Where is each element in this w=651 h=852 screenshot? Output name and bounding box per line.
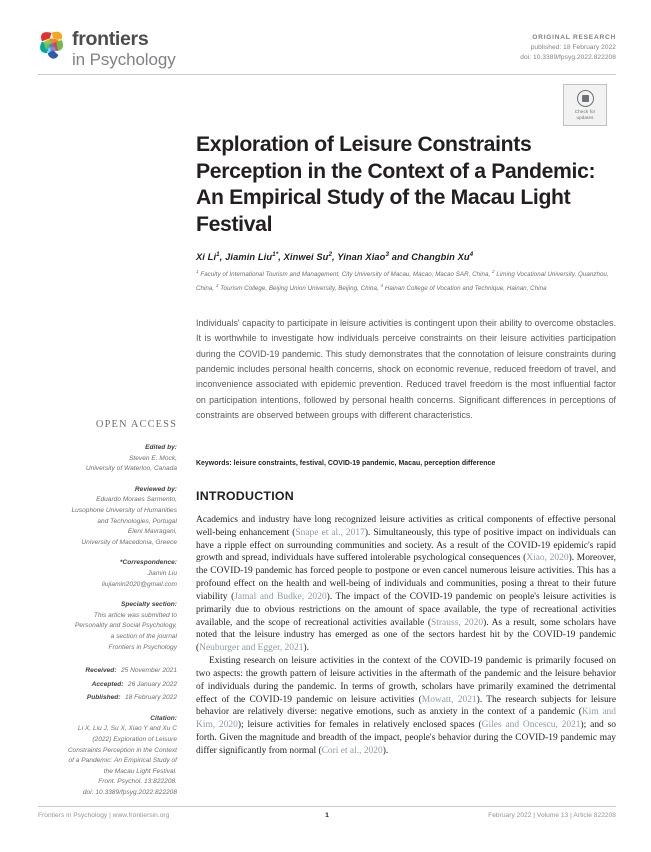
journal-wordmark [72,28,176,69]
published-value: 18 February 2022 [124,694,177,702]
paragraph-2: Existing research on leisure activities in the context of the COVID-19 pandemic is primarily focused on two aspects: the growth pattern of leisure activities in the aftermath of the pandemic and the leisure behavior of individuals during the pandemic. In terms of growth, scholars have primarily examined the detrimental effect of the COVID-19 pandemic on leisure activities (Mowatt, 2021). The research subjects for leisure behavior are relatively diverse: negative emotions, such as anxiety in the context of a pandemic (Kim and Kim, 2020); leisure activities for females in relatively enclosed spaces (Giles and Oncescu, 2021); and so forth. Given the magnitude and breadth of the impact, people's behavior during the COVID-19 pandemic may differ significantly from normal (Cori et al., 2020). [196,656,617,756]
published-label: Published: [86,694,121,702]
specialty-section-value: This article was submitted to Personality and Social Psychology, a section of the journal Frontiers in Psychology [74,611,177,651]
check-for-updates-line1: Check for [574,108,596,114]
reviewed-by-label: Reviewed by: [134,485,177,493]
article-title: Exploration of Leisure Constraints Perception in the Context of a Pandemic: An Empirical Study of the Macau Light Festival [196,133,596,236]
edited-by-value: Steven E. Mock, University of Waterloo, Canada [85,454,177,473]
edited-by-label: Edited by: [145,444,177,451]
header-metadata [520,33,616,62]
footer-issue-info: February 2022 | Volume 13 | Article 822208 [488,812,616,819]
correspondence-block [34,558,177,590]
received-value: 25 November 2021 [120,667,177,675]
introduction-body [196,514,616,758]
dates-block [34,663,177,704]
accepted-label: Accepted: [91,680,124,688]
affiliations: $^1$ Faculty of International Tourism and Management, City University of Macau, Macao, Macao SAR, China, $^2$ Liming Vocational University, Quanzhou, China, $^3$ Tourism College, Beijing Union University, Beijing, China, $^4$ Hainan College of Vocation and Technique, Hainan, China [196,269,609,293]
specialty-section-block [34,600,177,653]
check-for-updates-line2: updates [576,114,594,120]
frontiers-pinwheel-logo-icon [38,30,65,59]
footer-divider [38,806,616,807]
correspondence-label: *Correspondence: [119,559,177,567]
section-heading-introduction: INTRODUCTION [196,489,294,503]
journal-name: in Psychology [72,50,176,69]
received-label: Received: [85,667,117,675]
journal-brand [38,28,176,69]
correspondence-value[interactable]: Jiamin Liu liujiamin2020@gmail.com [101,569,177,588]
footer-journal-url[interactable]: Frontiers in Psychology | www.frontiersin.org [38,812,170,819]
reviewed-by-value: Eduardo Moraes Sarmento, Lusophone University of Humanities and Technologies, Portugal Eleni Mavragani, University of Macedonia, Greece [71,496,177,546]
keywords-line: Keywords: leisure constraints, festival, COVID-19 pandemic, Macau, perception difference [196,460,496,467]
doi-label: doi: 10.3389/fpsyg.2022.822208 [520,53,616,61]
brand-name: frontiers [72,28,149,50]
author-list: Xi Li$^1$, Jiamin Liu$^{1*}$, Xinwei Su$^2$, Yinan Xiao$^3$ and Changbin Xu$^4$ [196,251,474,263]
article-type-label: ORIGINAL RESEARCH [532,34,616,41]
open-access-label: OPEN ACCESS [95,419,177,430]
header-divider [38,74,616,75]
specialty-section-label: Specialty section: [120,601,177,609]
published-row [34,690,177,704]
edited-by-block [34,443,177,475]
published-date: published: 18 February 2022 [530,44,616,51]
abstract-text: Individuals' capacity to participate in leisure activities is contingent upon their ability to overcome obstacles. It is worthwhile to investigate how individuals perceive constraints on their leisure activities participation during the COVID-19 pandemic. This study demonstrates that the connotation of leisure constraints during pandemic includes personal health concerns, shock on economic revenue, reduced freedom of travel, and inconvenience associated with epidemic prevention. Reduced travel freedom is the most influential factor on participation intentions, followed by personal health concerns. Significant differences in perceptions of constraints are observed between groups with different characteristics. [196,318,616,421]
citation-value: Li X, Liu J, Su X, Xiao Y and Xu C (2022) Exploration of Leisure Constraints Perception in the Context of a Pandemic: An Empirical Study of the Macau Light Festival. Front. Psychol. 13:822208. doi: 10.3389/fpsyg.2022.822208 [67,725,177,797]
accepted-row [34,677,177,691]
crossmark-icon [577,90,594,107]
citation-label: Citation: [150,714,177,722]
reviewed-by-block [34,485,177,549]
article-sidebar [34,418,177,809]
received-row [34,663,177,677]
paragraph-1: Academics and industry have long recognized leisure activities as critical components of effective personal well-being enhancement (Snape et al., 2017). Simultaneously, this type of positive impact on individuals can have a ripple effect on surrounding communities and society. As a result of the COVID-19 epidemic's rapid growth and spread, individuals have suffered intolerable psychological consequences (Xiao, 2020). Moreover, the COVID-19 pandemic has forced people to postpone or even cancel numerous leisure activities. This has a profound effect on the health and well-being of individuals and communities, posing a threat to their future viability (Jamal and Budke, 2020). The impact of the COVID-19 pandemic on people's leisure activities is primarily due to obvious restrictions on the amount of space available, the type of recreational activities available, and the scope of recreational activities available (Strauss, 2020). As a result, some scholars have noted that the leisure industry has emerged as one of the sectors hardest hit by the COVID-19 pandemic (Neuburger and Egger, 2021). [196,515,617,654]
check-for-updates-badge[interactable] [563,84,607,126]
page-footer [38,812,616,819]
accepted-value: 26 January 2022 [127,680,177,688]
footer-page-number: 1 [325,812,329,819]
citation-block [34,714,177,799]
page-header [38,28,616,80]
